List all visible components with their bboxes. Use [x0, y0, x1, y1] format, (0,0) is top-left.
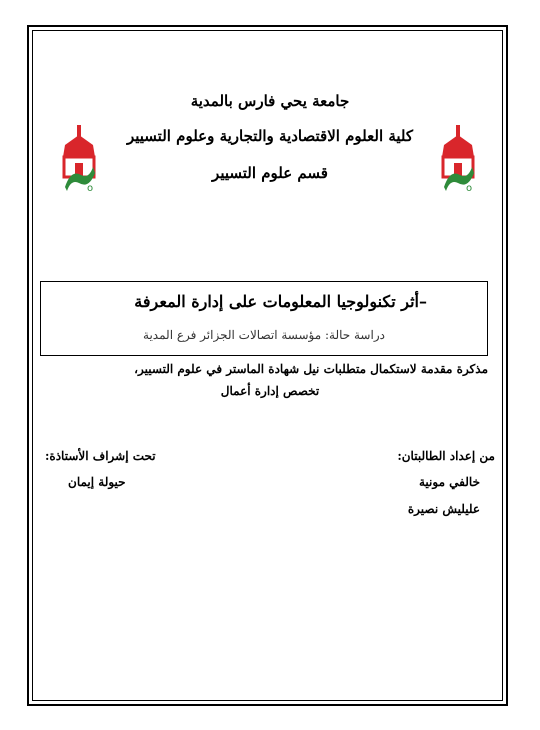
student-name: عليليش نصيرة	[407, 502, 480, 516]
university-logo-icon	[61, 117, 97, 197]
svg-text:o: o	[87, 183, 94, 194]
university-name: جامعة يحي فارس بالمدية	[190, 92, 350, 110]
case-study-subtitle: دراسة حالة: مؤسسة اتصالات الجزائر فرع المدية	[143, 328, 385, 342]
student-name: خالفي مونية	[418, 475, 480, 489]
svg-text:o: o	[466, 183, 473, 194]
prepared-by-label: من إعداد الطالبتان:	[397, 449, 495, 463]
specialization: تخصص إدارة أعمال	[220, 384, 320, 398]
supervision-label: تحت إشراف الأستاذة:	[45, 449, 156, 463]
department-name: قسم علوم التسيير	[212, 164, 328, 182]
thesis-description: مذكرة مقدمة لاستكمال متطلبات نيل شهادة الماستر في علوم التسيير،	[134, 362, 488, 376]
faculty-name: كلية العلوم الاقتصادية والتجارية وعلوم التسيير	[126, 127, 414, 145]
thesis-title: –أثر تكنولوجيا المعلومات على إدارة المعرفة	[134, 292, 427, 311]
university-logo-icon	[440, 117, 476, 197]
supervisor-name: حيولة إيمان	[68, 475, 126, 489]
thesis-title-box	[40, 281, 488, 356]
